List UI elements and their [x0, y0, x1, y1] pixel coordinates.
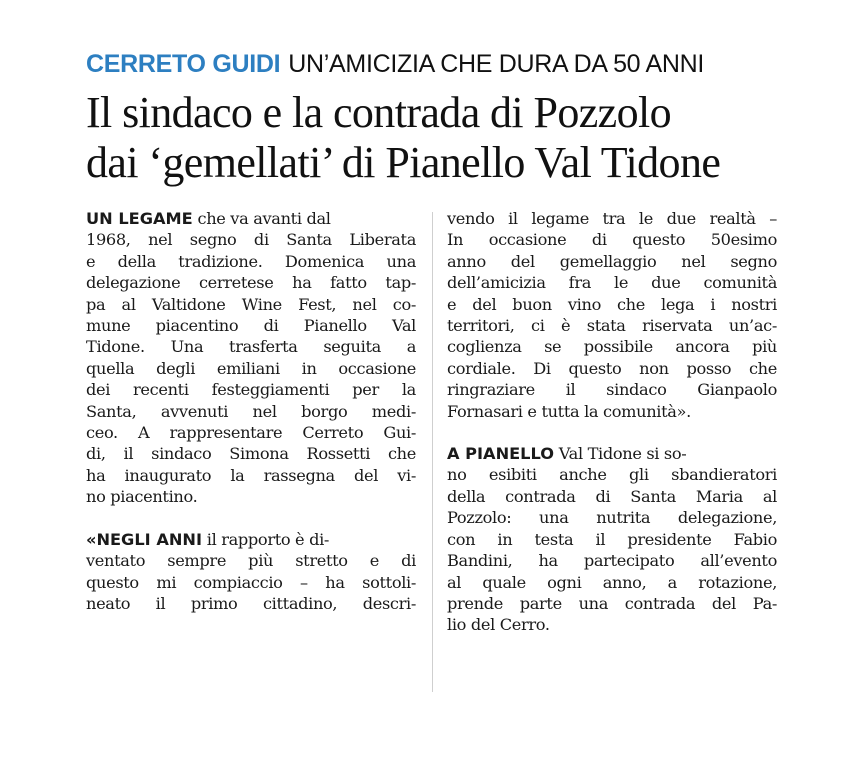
paragraph-line: al quale ogni anno, a rotazione, — [447, 572, 777, 592]
paragraph-line: dei recenti festeggiamenti per la — [86, 380, 416, 400]
paragraph-line: lio del Cerro. — [447, 615, 550, 635]
paragraph-line: quella degli emiliani in occasione — [86, 358, 416, 378]
paragraph-line: ha inaugurato la rassegna del vi- — [86, 465, 416, 485]
paragraph-line: mune piacentino di Pianello Val — [86, 316, 416, 336]
paragraph-line: territori, ci è stata riservata un’ac- — [447, 316, 777, 336]
paragraph-line: Santa, avvenuti nel borgo medi- — [86, 401, 416, 421]
paragraph-line: Pozzolo: una nutrita delegazione, — [447, 508, 777, 528]
paragraph-line: Bandini, ha partecipato all’evento — [447, 551, 777, 571]
paragraph-lead: A PIANELLO — [447, 444, 554, 464]
kicker — [86, 48, 704, 80]
paragraph-line: 1968, nel segno di Santa Liberata — [86, 230, 416, 250]
paragraph-line: vendo il legame tra le due realtà – — [447, 209, 777, 228]
paragraph-line: no esibiti anche gli sbandieratori — [447, 465, 777, 485]
paragraph-lead: «NEGLI ANNI — [86, 529, 202, 549]
article-column-right — [447, 208, 777, 636]
paragraph-line: anno del gemellaggio nel segno — [447, 251, 777, 271]
paragraph-line: prende parte una contrada del Pa- — [447, 593, 777, 613]
paragraph-gap — [447, 422, 777, 443]
paragraph-line: cordiale. Di questo non posso che — [447, 358, 777, 378]
column-divider — [432, 212, 433, 692]
paragraph-lead: UN LEGAME — [86, 209, 193, 228]
headline-line-1: Il sindaco e la contrada di Pozzolo — [86, 88, 672, 137]
paragraph-line: A PIANELLO Val Tidone si so- — [447, 444, 687, 464]
paragraph-line: no piacentino. — [86, 487, 198, 507]
paragraph-line: coglienza se possibile ancora più — [447, 337, 777, 357]
paragraph-line: ceo. A rappresentare Cerreto Gui- — [86, 423, 416, 443]
article-column-left — [86, 208, 416, 614]
paragraph-line: pa al Valtidone Wine Fest, nel co- — [86, 294, 416, 314]
paragraph-line: con in testa il presidente Fabio — [447, 529, 777, 549]
paragraph-gap — [86, 508, 416, 529]
paragraph-line: «NEGLI ANNI il rapporto è di- — [86, 529, 330, 549]
paragraph-line: Tidone. Una trasferta seguita a — [86, 337, 416, 357]
paragraph-line: In occasione di questo 50esimo — [447, 230, 777, 250]
paragraph-line: UN LEGAME che va avanti dal — [86, 209, 331, 228]
paragraph-line: di, il sindaco Simona Rossetti che — [86, 444, 416, 464]
paragraph-line: e del buon vino che lega i nostri — [447, 294, 777, 314]
paragraph-line: ventato sempre più stretto e di — [86, 551, 416, 571]
paragraph-line: Fornasari e tutta la comunità». — [447, 401, 691, 421]
paragraph-line: dell’amicizia fra le due comunità — [447, 273, 777, 293]
paragraph-line: e della tradizione. Domenica una — [86, 251, 416, 271]
headline — [86, 88, 806, 188]
kicker-text: UN’AMICIZIA CHE DURA DA 50 ANNI — [288, 50, 705, 78]
paragraph-line: della contrada di Santa Maria al — [447, 486, 777, 506]
paragraph-line: neato il primo cittadino, descri- — [86, 593, 416, 613]
headline-line-2: dai ‘gemellati’ di Pianello Val Tidone — [86, 138, 721, 187]
paragraph-line: delegazione cerretese ha fatto tap- — [86, 273, 416, 293]
paragraph-line: ringraziare il sindaco Gianpaolo — [447, 380, 777, 400]
kicker-location: CERRETO GUIDI — [86, 50, 281, 78]
paragraph-line: questo mi compiaccio – ha sottoli- — [86, 572, 416, 592]
